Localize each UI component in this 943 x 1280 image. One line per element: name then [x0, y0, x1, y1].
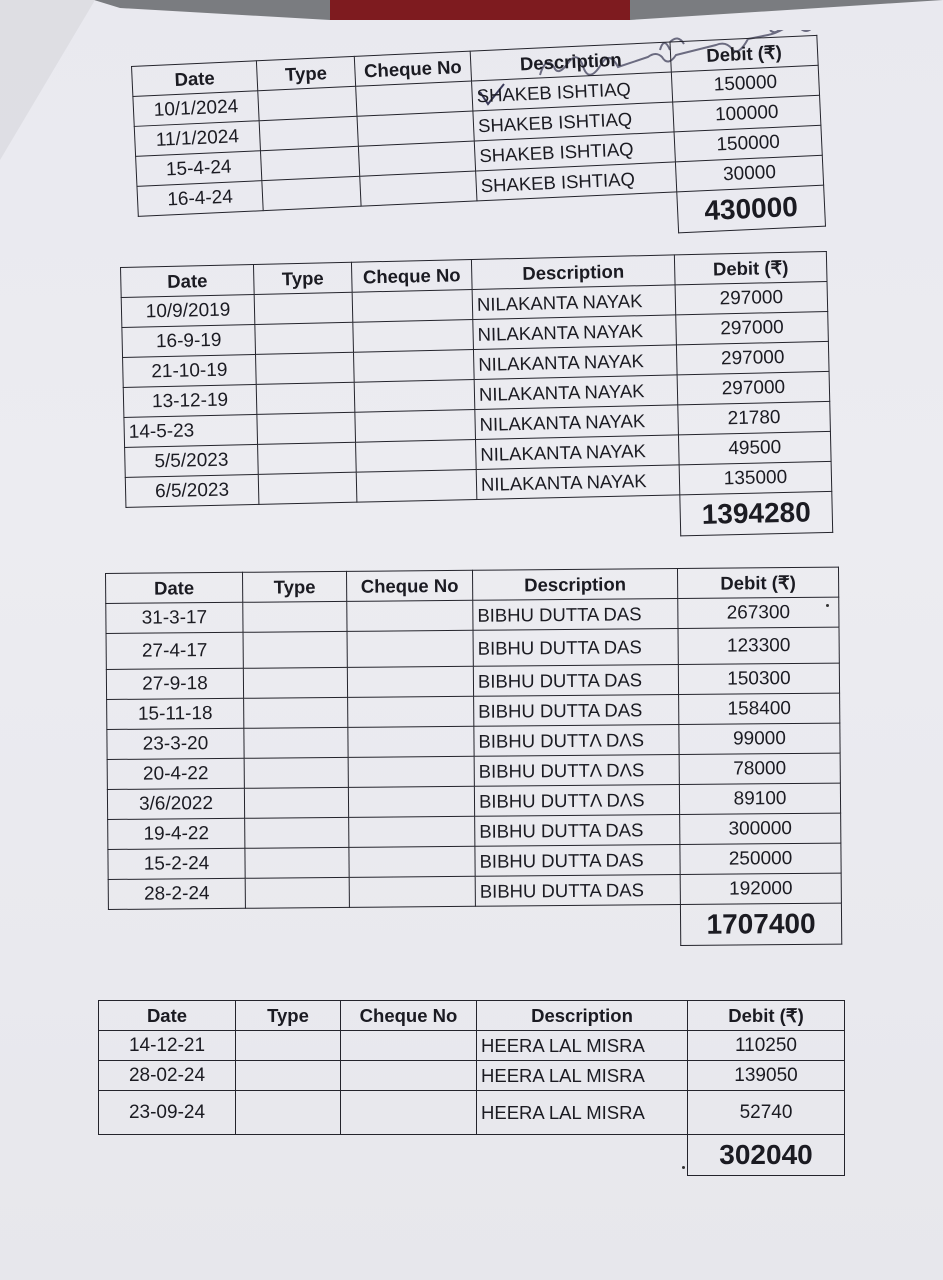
- cheque-cell: [341, 1061, 477, 1091]
- debit-cell: 99000: [679, 723, 840, 754]
- table-row: [99, 1061, 845, 1091]
- type-cell: [254, 292, 353, 324]
- debit-cell: 297000: [676, 311, 829, 344]
- debit-cell: 78000: [679, 753, 840, 784]
- description-cell: NILAKANTA NAYAK: [476, 465, 680, 500]
- description-header: Description: [472, 569, 677, 601]
- cheque-header: Cheque No: [351, 260, 472, 293]
- cheque-cell: [349, 846, 475, 877]
- type-cell: [245, 877, 349, 908]
- description-cell: NILAKANTA NAYAK: [473, 345, 677, 380]
- cheque-cell: [348, 696, 474, 727]
- total-cell: 430000: [677, 185, 826, 233]
- debit-cell: 297000: [676, 341, 829, 374]
- description-cell: HEERA LAL MISRA: [477, 1061, 688, 1091]
- description-cell: NILAKANTA NAYAK: [476, 435, 680, 470]
- type-cell: [243, 667, 347, 698]
- debit-cell: 123300: [678, 627, 839, 664]
- blank-cell: [108, 904, 680, 950]
- cheque-cell: [349, 816, 475, 847]
- ink-dot: [826, 604, 829, 607]
- type-cell: [262, 176, 361, 210]
- debit-cell: 89100: [679, 783, 840, 814]
- type-cell: [258, 86, 357, 120]
- debit-header: Debit (₹): [674, 251, 827, 284]
- type-cell: [244, 697, 348, 728]
- cheque-header: Cheque No: [341, 1001, 477, 1031]
- type-header: Type: [242, 571, 346, 602]
- description-cell: SHAKEB ISHTIAQ: [474, 132, 675, 171]
- blank-cell: [99, 1135, 688, 1176]
- ledger-table-bibhu: [105, 567, 842, 951]
- debit-cell: 110250: [688, 1031, 845, 1061]
- debit-cell: 150000: [671, 65, 819, 102]
- debit-cell: 30000: [675, 155, 823, 192]
- total-cell: 1707400: [680, 903, 841, 945]
- debit-cell: 150300: [678, 663, 839, 694]
- type-header: Type: [256, 56, 355, 90]
- description-cell: NILAKANTA NAYAK: [474, 375, 678, 410]
- cheque-cell: [348, 786, 474, 817]
- debit-cell: 297000: [675, 281, 828, 314]
- date-cell: 16-9-19: [122, 324, 256, 357]
- debit-header: Debit (₹): [670, 35, 818, 72]
- type-cell: [256, 382, 355, 414]
- date-cell: 16-4-24: [137, 181, 263, 217]
- cheque-cell: [356, 439, 477, 472]
- total-row: [99, 1135, 845, 1176]
- date-cell: 3/6/2022: [107, 788, 244, 819]
- type-cell: [244, 787, 348, 818]
- date-header: Date: [121, 264, 255, 297]
- description-cell: NILAKANTA NAYAK: [472, 285, 676, 320]
- date-cell: 31-3-17: [106, 602, 243, 633]
- total-cell: 302040: [688, 1135, 845, 1176]
- description-cell: BIBHU DUTTA DAS: [475, 874, 680, 906]
- cheque-cell: [341, 1091, 477, 1135]
- date-cell: 10/9/2019: [121, 294, 255, 327]
- date-header: Date: [106, 572, 243, 603]
- description-cell: BIBHU DUTTA DAS: [475, 844, 680, 876]
- date-cell: 21-10-19: [123, 354, 257, 387]
- cheque-cell: [341, 1031, 477, 1061]
- description-cell: NILAKANTA NAYAK: [475, 405, 679, 440]
- date-cell: 27-9-18: [106, 668, 243, 699]
- date-cell: 20-4-22: [107, 758, 244, 789]
- cheque-cell: [348, 756, 474, 787]
- debit-cell: 135000: [679, 461, 832, 494]
- type-cell: [236, 1091, 341, 1135]
- debit-cell: 21780: [678, 401, 831, 434]
- type-header: Type: [236, 1001, 341, 1031]
- description-cell: NILAKANTA NAYAK: [473, 315, 677, 350]
- total-row: [108, 903, 841, 950]
- date-cell: 27-4-17: [106, 632, 243, 669]
- debit-cell: 297000: [677, 371, 830, 404]
- description-cell: BIBHU DUTTA DAS: [473, 599, 678, 631]
- description-cell: BIBHU DUTTA DAS: [473, 665, 678, 697]
- debit-cell: 250000: [680, 843, 841, 874]
- table-row: [99, 1091, 845, 1135]
- type-cell: [257, 412, 356, 444]
- description-cell: BIBHU DUTTA DAS: [473, 629, 678, 667]
- description-header: Description: [477, 1001, 688, 1031]
- debit-cell: 192000: [680, 873, 841, 904]
- debit-cell: 139050: [688, 1061, 845, 1091]
- ledger-table-shakeb: [131, 35, 826, 258]
- type-cell: [236, 1031, 341, 1061]
- date-cell: 23-3-20: [107, 728, 244, 759]
- date-cell: 19-4-22: [108, 818, 245, 849]
- description-cell: SHAKEB ISHTIAQ: [472, 72, 673, 111]
- type-cell: [244, 757, 348, 788]
- cheque-cell: [354, 379, 475, 412]
- type-cell: [243, 601, 347, 632]
- type-cell: [255, 322, 354, 354]
- date-cell: 13-12-19: [123, 384, 257, 417]
- description-cell: HEERA LAL MISRA: [477, 1031, 688, 1061]
- type-cell: [245, 817, 349, 848]
- cheque-header: Cheque No: [346, 570, 472, 601]
- red-cover-edge: [330, 0, 630, 22]
- cheque-header: Cheque No: [354, 51, 471, 86]
- debit-header: Debit (₹): [688, 1001, 845, 1031]
- type-cell: [258, 472, 357, 504]
- description-cell: BIBHU DUTTΛ DΛS: [474, 724, 679, 756]
- ink-dot: [682, 1166, 685, 1169]
- ledger-table-nilakanta: [120, 251, 833, 549]
- date-cell: 23-09-24: [99, 1091, 236, 1135]
- debit-cell: 49500: [678, 431, 831, 464]
- header-row: [99, 1001, 845, 1031]
- date-cell: 11/1/2024: [134, 121, 260, 157]
- date-cell: 28-02-24: [99, 1061, 236, 1091]
- date-header: Date: [99, 1001, 236, 1031]
- date-cell: 14-5-23: [124, 414, 258, 447]
- cheque-cell: [356, 469, 477, 502]
- debit-cell: 52740: [688, 1091, 845, 1135]
- type-cell: [259, 116, 358, 150]
- type-cell: [260, 146, 359, 180]
- debit-header: Debit (₹): [677, 567, 838, 598]
- table-row: [99, 1031, 845, 1061]
- description-header: Description: [470, 42, 671, 81]
- date-header: Date: [132, 61, 258, 97]
- date-cell: 10/1/2024: [133, 91, 259, 127]
- description-cell: BIBHU DUTTΛ DΛS: [474, 754, 679, 786]
- date-cell: 14-12-21: [99, 1031, 236, 1061]
- debit-cell: 158400: [679, 693, 840, 724]
- cheque-cell: [347, 666, 473, 697]
- date-cell: 15-11-18: [107, 698, 244, 729]
- date-cell: 6/5/2023: [125, 474, 259, 507]
- description-cell: BIBHU DUTTΛ DΛS: [474, 784, 679, 816]
- date-cell: 5/5/2023: [125, 444, 259, 477]
- cheque-cell: [353, 350, 474, 383]
- total-cell: 1394280: [680, 491, 833, 535]
- description-cell: SHAKEB ISHTIAQ: [473, 102, 674, 141]
- debit-cell: 150000: [674, 125, 822, 162]
- cheque-cell: [355, 409, 476, 442]
- debit-cell: 267300: [678, 597, 839, 628]
- cheque-cell: [349, 876, 475, 907]
- description-cell: BIBHU DUTTA DAS: [474, 694, 679, 726]
- type-cell: [236, 1061, 341, 1091]
- paper-fold: [0, 0, 95, 160]
- cheque-cell: [347, 600, 473, 631]
- type-cell: [258, 442, 357, 474]
- type-cell: [245, 847, 349, 878]
- type-cell: [256, 352, 355, 384]
- date-cell: 28-2-24: [108, 878, 245, 909]
- description-cell: HEERA LAL MISRA: [477, 1091, 688, 1135]
- type-cell: [243, 631, 347, 668]
- debit-cell: 100000: [673, 95, 821, 132]
- date-cell: 15-4-24: [136, 151, 262, 187]
- cheque-cell: [352, 290, 473, 323]
- description-cell: SHAKEB ISHTIAQ: [476, 162, 677, 201]
- cheque-cell: [353, 320, 474, 353]
- description-header: Description: [471, 255, 675, 290]
- cheque-cell: [348, 726, 474, 757]
- type-header: Type: [253, 262, 352, 294]
- type-cell: [244, 727, 348, 758]
- cheque-cell: [347, 630, 473, 667]
- description-cell: BIBHU DUTTA DAS: [475, 814, 680, 846]
- debit-cell: 300000: [680, 813, 841, 844]
- date-cell: 15-2-24: [108, 848, 245, 879]
- ledger-table-heera: [98, 1000, 845, 1176]
